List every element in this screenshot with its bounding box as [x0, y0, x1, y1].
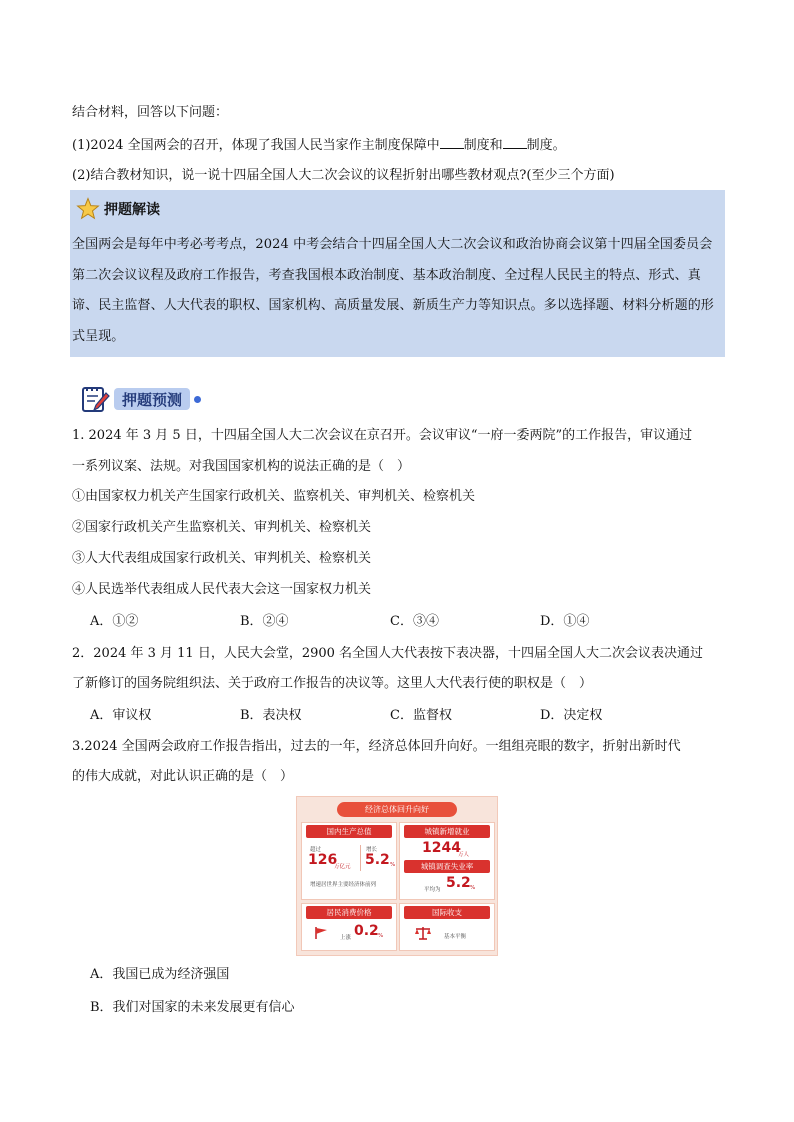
- q1-item-2: ②国家行政机关产生监察机关、审判机关、检察机关: [72, 520, 372, 535]
- answer-blank-1[interactable]: [440, 136, 464, 149]
- q1-text-before: (1)2024 全国两会的召开，体现了我国人民当家作主制度保障中: [72, 138, 440, 153]
- q1-item-1: ①由国家权力机关产生国家行政机关、监察机关、审判机关、检察机关: [72, 489, 476, 504]
- gdp-exceed-label: 超过: [310, 847, 322, 853]
- explanation-header: [76, 196, 160, 222]
- q3-option-a[interactable]: A．我国已成为经济强国: [90, 967, 230, 982]
- question-1-fill-blank: [72, 136, 566, 155]
- gdp-value: 126: [308, 852, 338, 868]
- cpi-unit: %: [378, 933, 384, 939]
- cpi-card: [301, 903, 397, 951]
- q1-text-middle: 制度和: [463, 138, 503, 153]
- q1-stem-line-2: 一系列议案、法规。对我国国家机构的说法正确的是（ ）: [72, 459, 411, 474]
- prediction-header: [80, 384, 201, 414]
- cpi-card-title: 居民消费价格: [306, 906, 392, 919]
- gdp-growth-unit: %: [390, 862, 396, 868]
- q2-stem-line-1: 2．2024 年 3 月 11 日，人民大会堂，2900 名全国人大代表按下表决器，十四届全国人大二次会议表决通过: [72, 646, 704, 661]
- jobs-value: 1244: [422, 840, 461, 856]
- gdp-note: 增速居世界主要经济体前列: [310, 882, 377, 888]
- explanation-title: 押题解读: [104, 202, 160, 218]
- unemployment-unit: %: [470, 885, 476, 891]
- question-2-text: (2)结合教材知识，说一说十四届全国人大二次会议的议程折射出哪些教材观点?(至少三个方面): [72, 168, 615, 183]
- material-prompt: 结合材料，回答以下问题：: [72, 105, 229, 120]
- q2-options: [90, 707, 690, 725]
- gdp-growth-label: 增长: [366, 847, 378, 853]
- balance-of-payments-card: [399, 903, 495, 951]
- q1-stem-line-1: 1. 2024 年 3 月 5 日，十四届全国人大二次会议在京召开。会议审议“一府一委两院”的工作报告，审议通过: [72, 428, 693, 443]
- q2-stem-line-2: 了新修订的国务院组织法、关于政府工作报告的决议等。这里人大代表行使的职权是（ ）: [72, 676, 593, 691]
- answer-blank-2[interactable]: [503, 136, 527, 149]
- q1-option-d[interactable]: D．①④: [540, 614, 590, 629]
- bop-card-title: 国际收支: [404, 906, 490, 919]
- unemployment-value: 5.2: [446, 875, 471, 891]
- jobs-card-title: 城镇新增就业: [404, 825, 490, 838]
- economy-infographic: [296, 796, 498, 956]
- jobs-unit: 万人: [458, 852, 470, 858]
- unemployment-title: 城镇调查失业率: [404, 860, 490, 873]
- explanation-text: 全国两会是每年中考必考考点，2024 中考会结合十四届全国人大二次会议和政治协商会议第十四届全国委员会第二次会议议程及政府工作报告，考查我国根本政治制度、基本政治制度、全过程人民民主的特点、形式、真谛、民主监督、人大代表的职权、国家机构、高质量发展、新质生产力等知识点。多以选择题、材料分析题的形式呈现。: [72, 237, 714, 344]
- q3-option-b[interactable]: B．我们对国家的未来发展更有信心: [90, 1000, 295, 1015]
- q3-stem-line-2: 的伟大成就，对此认识正确的是（ ）: [72, 769, 294, 784]
- gdp-divider: [360, 845, 361, 871]
- gdp-growth-value: 5.2: [365, 852, 390, 868]
- employment-card: [399, 822, 495, 900]
- star-icon: [76, 197, 100, 221]
- q2-option-c[interactable]: C．监督权: [390, 708, 452, 723]
- gdp-unit: 万亿元: [334, 864, 351, 870]
- q2-option-b[interactable]: B．表决权: [240, 708, 302, 723]
- q2-option-d[interactable]: D．决定权: [540, 708, 603, 723]
- decorative-dot: [194, 396, 201, 403]
- q1-option-a[interactable]: A．①②: [90, 614, 139, 629]
- notepad-pen-icon: [80, 384, 110, 414]
- balance-scale-icon: [414, 925, 432, 941]
- gdp-card-title: 国内生产总值: [306, 825, 392, 838]
- prediction-title: 押题预测: [114, 388, 190, 410]
- q1-options: [90, 613, 690, 631]
- rising-flag-icon: [314, 926, 328, 940]
- q3-stem-line-1: 3.2024 全国两会政府工作报告指出，过去的一年，经济总体回升向好。一组组亮眼的数字，折射出新时代: [72, 739, 681, 754]
- explanation-box: [70, 190, 725, 357]
- q1-text-after: 制度。: [526, 138, 566, 153]
- q1-option-b[interactable]: B．②④: [240, 614, 289, 629]
- q1-item-3: ③人大代表组成国家行政机关、审判机关、检察机关: [72, 551, 372, 566]
- cpi-label: 上涨: [340, 935, 352, 941]
- q1-item-4: ④人民选举代表组成人民代表大会这一国家权力机关: [72, 582, 372, 597]
- gdp-card: [301, 822, 397, 900]
- unemployment-avg-label: 平均为: [424, 887, 441, 893]
- bop-text: 基本平衡: [444, 934, 467, 940]
- infographic-banner: 经济总体回升向好: [337, 802, 457, 817]
- cpi-value: 0.2: [354, 923, 379, 939]
- q2-option-a[interactable]: A．审议权: [90, 708, 152, 723]
- q1-option-c[interactable]: C．③④: [390, 614, 439, 629]
